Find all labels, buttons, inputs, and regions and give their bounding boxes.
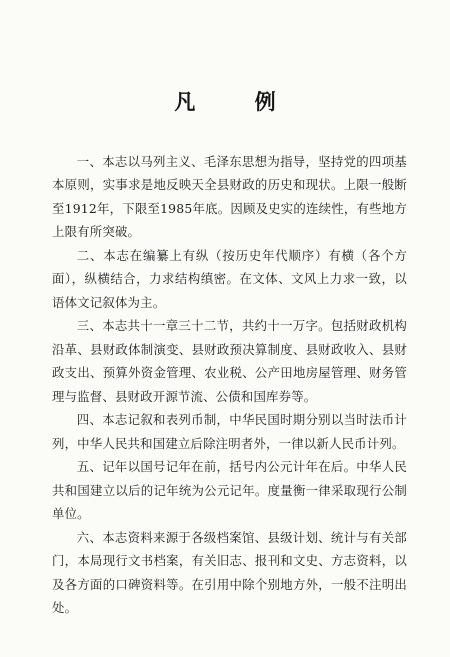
document-body (52, 150, 407, 620)
page-title: 凡 例 (174, 89, 302, 114)
paragraph-1: 一、本志以马列主义、毛泽东思想为指导，坚持党的四项基本原则，实事求是地反映天全县财政的历史和现状。上限一般断至1912年，下限至1985年底。因顾及史实的连续性，有些地方上限有所突破。 (52, 154, 407, 240)
paragraph-4: 四、本志记叙和表列币制，中华民国时期分别以当时法币计列，中华人民共和国建立后除注明者外，一律以新人民币计列。 (52, 412, 407, 451)
paragraph-3: 三、本志共十一章三十二节，共约十一万字。包括财政机构沿革、县财政体制演变、县财政预决算制度、县财政收入、县财政支出、预算外资金管理、农业税、公产田地房屋管理、财务管理与监督、县财政开源节流、公债和国库券等。 (52, 318, 407, 404)
paragraph-2: 二、本志在编纂上有纵（按历史年代顺序）有横（各个方面），纵横结合，力求结构缜密。在文体、文风上力求一致，以语体文记叙体为主。 (52, 247, 407, 310)
paragraph-6: 六、本志资料来源于各级档案馆、县级计划、统计与有关部门，本局现行文书档案，有关旧志、报刊和文史、方志资料，以及各方面的口碑资料等。在引用中除个别地方外，一般不注明出处。 (52, 529, 407, 616)
paragraph-5: 五、记年以国号记年在前，括号内公元计年在后。中华人民共和国建立以后的记年统为公元记年。度量衡一律采取现行公制单位。 (52, 459, 407, 522)
